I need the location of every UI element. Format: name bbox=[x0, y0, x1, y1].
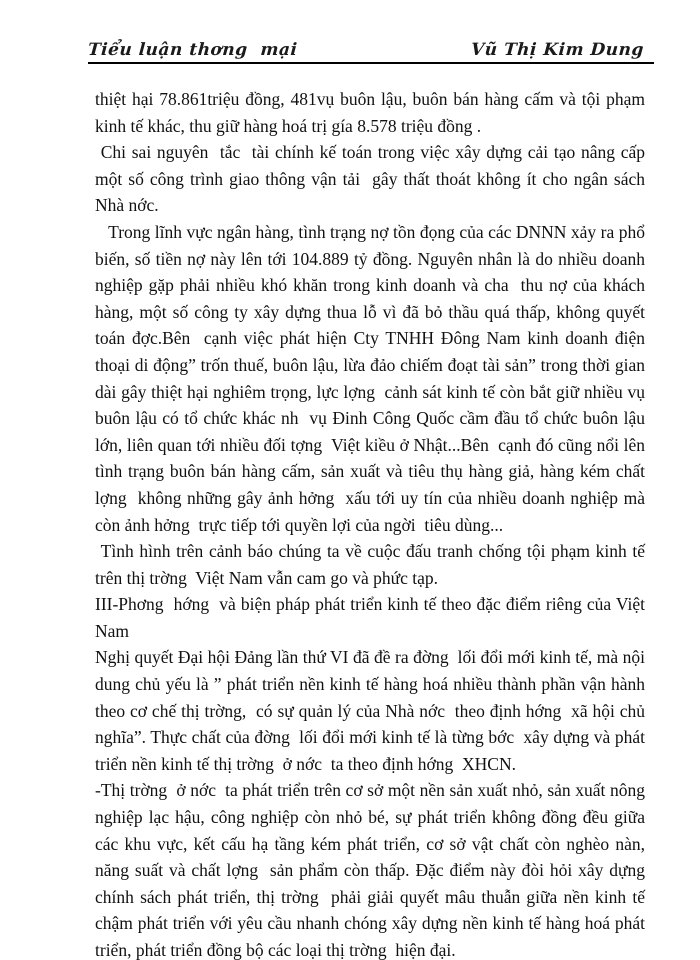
paragraph-heading: III-Phơng hớng và biện pháp phát triển kinh tế theo đặc điểm riêng của Việt Nam bbox=[95, 594, 645, 641]
paragraph: Chi sai nguyên tắc tài chính kế toán trong việc xây dựng cải tạo nâng cấp một số công trình giao thông vận tải gây thất thoát không ít cho ngân sách Nhà nớc. bbox=[95, 142, 645, 216]
paragraph: Trong lĩnh vực ngân hàng, tình trạng nợ tồn đọng của các DNNN xảy ra phổ biến, số tiền nợ này lên tới 104.889 tỷ đồng. Nguyên nhân là do nhiều doanh nghiệp gặp phải nhiều khó khăn trong kinh doanh và cha thu nợ của khách hàng, một số công ty xây dựng thua lỗ vì đã bỏ thầu quá thấp, không quyết toán đợc.Bên cạnh việc phát hiện Cty TNHH Đông Nam kinh doanh điện thoại di động” trốn thuế, buôn lậu, lừa đảo chiếm đoạt tài sản” trong thời gian dài gây thiệt hại nghiêm trọng, lực lợng cảnh sát kinh tế còn bắt giữ nhiều vụ buôn lậu có tổ chức khác nh vụ Đinh Công Quốc cầm đầu tổ chức buôn lậu lớn, liên quan tới nhiều đối tợng Việt kiều ở Nhật...Bên cạnh đó cũng nổi lên tình trạng buôn bán hàng cấm, sản xuất và tiêu thụ hàng giả, hàng kém chất lợng không những gây ảnh hởng xấu tới uy tín của nhiều doanh nghiệp mà còn ảnh hởng trực tiếp tới quyền lợi của ngời tiêu dùng... bbox=[95, 221, 645, 535]
header-author: Vũ Thị Kim Dung bbox=[470, 40, 645, 60]
header-title: Tiểu luận thơng mại bbox=[87, 40, 299, 60]
document-body bbox=[95, 86, 645, 960]
page-header bbox=[88, 40, 654, 64]
paragraph: Tình hình trên cảnh báo chúng ta về cuộc đấu tranh chống tội phạm kinh tế trên thị trờng Việt Nam vẫn cam go và phức tạp. bbox=[95, 541, 645, 588]
paragraph: Nghị quyết Đại hội Đảng lần thứ VI đã đề ra đờng lối đổi mới kinh tế, mà nội dung chủ yếu là ” phát triển nền kinh tế hàng hoá nhiều thành phần vận hành theo cơ chế thị trờng, có sự quản lý của Nhà nớc theo định hớng xã hội chủ nghĩa”. Thực chất của đờng lối đổi mới kinh tế là từng bớc xây dựng và phát triển nền kinh tế thị trờng ở nớc ta theo định hớng XHCN. bbox=[95, 647, 645, 774]
paragraph: -Thị trờng ở nớc ta phát triển trên cơ sở một nền sản xuất nhỏ, sản xuất nông nghiệp lạc hậu, công nghiệp còn nhỏ bé, sự phát triển không đồng đều giữa các khu vực, kết cấu hạ tầng kém phát triển, cơ sở vật chất còn nghèo nàn, năng suất và chất lợng sản phẩm còn thấp. Đặc điểm này đòi hỏi xây dựng chính sách phát triển, thị trờng phải giải quyết mâu thuẫn giữa nền kinh tế chậm phát triển với yêu cầu nhanh chóng xây dựng nền kinh tế hàng hoá phát triển, phát triển đồng bộ các loại thị trờng hiện đại. bbox=[95, 780, 645, 960]
paragraph: thiệt hại 78.861triệu đồng, 481vụ buôn lậu, buôn bán hàng cấm và tội phạm kinh tế khác, thu giữ hàng hoá trị gía 8.578 triệu đồng . bbox=[95, 89, 645, 136]
